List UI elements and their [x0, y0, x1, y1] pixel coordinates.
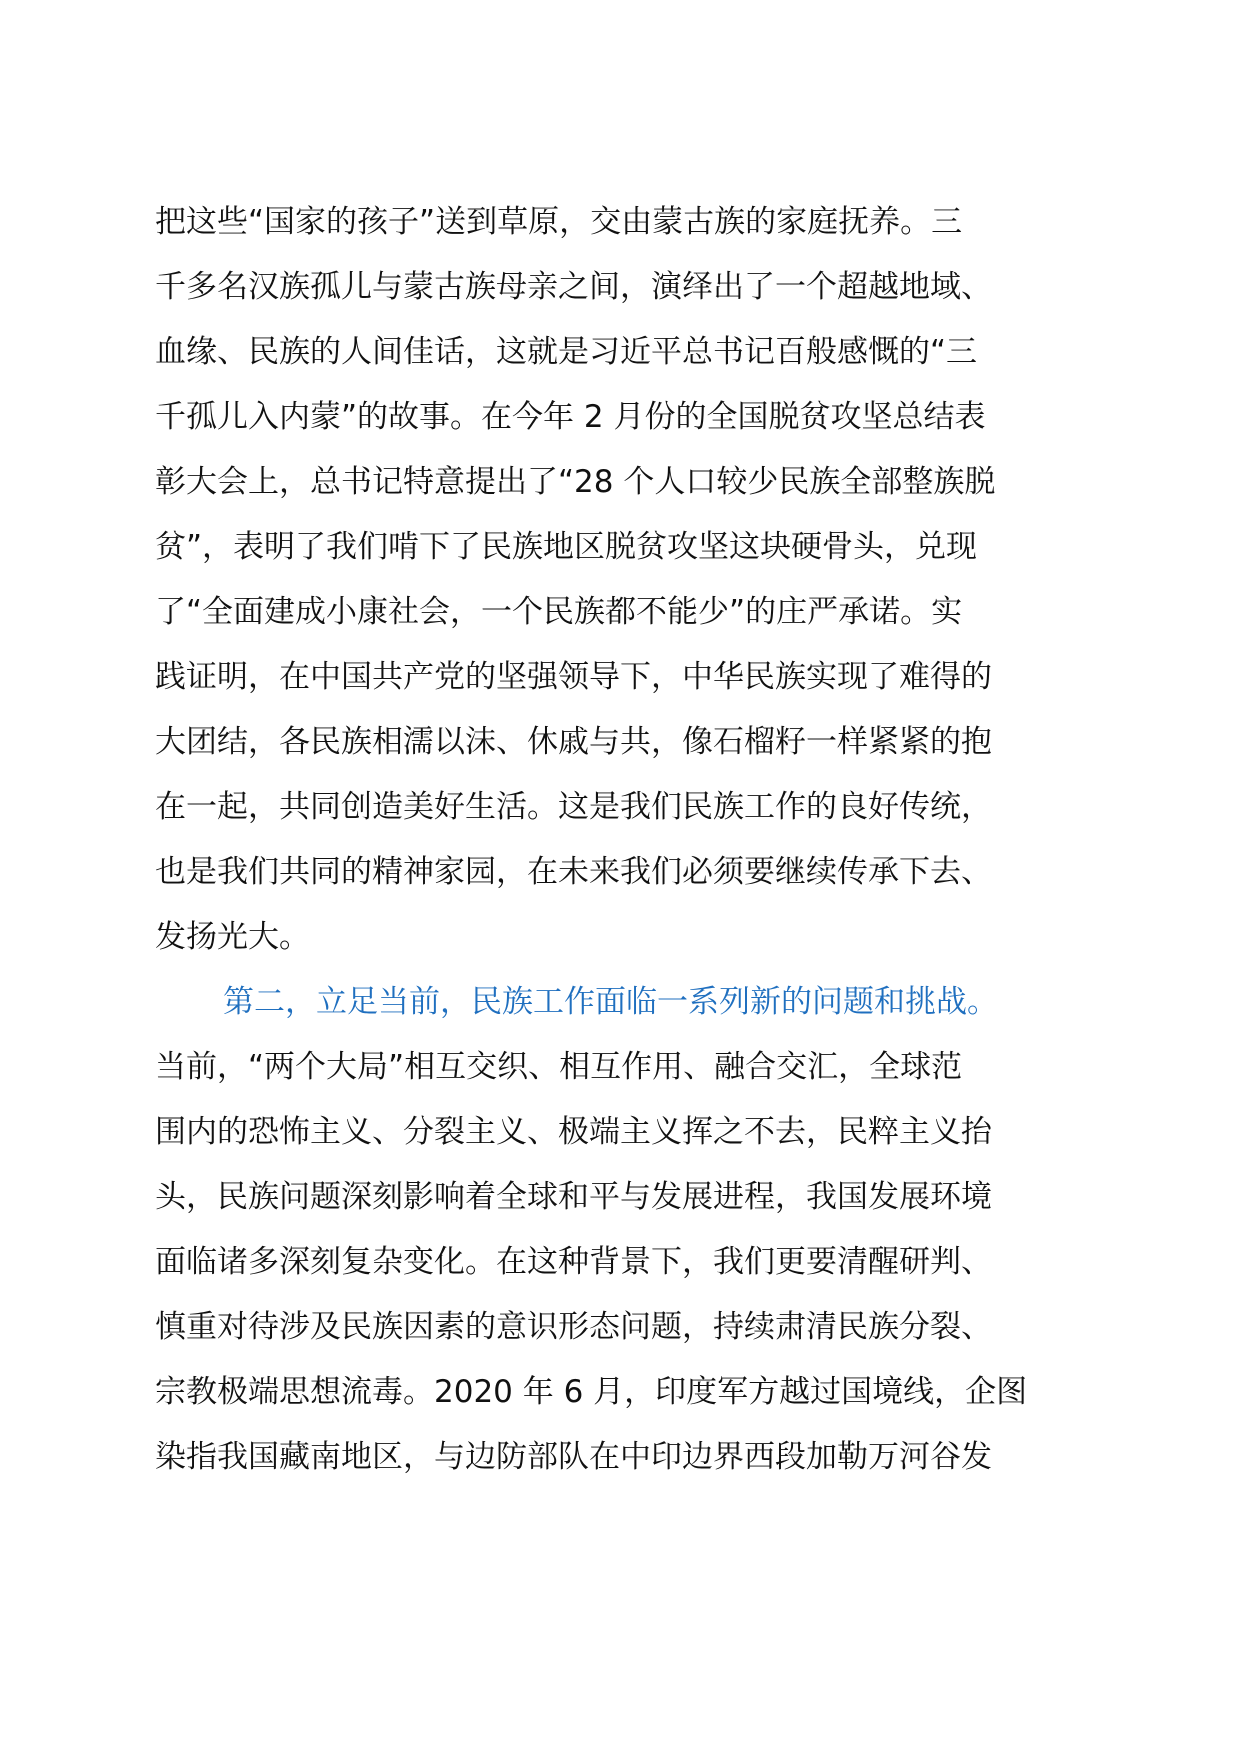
text-line: 染指我国藏南地区，与边防部队在中印边界西段加勒万河谷发	[155, 1439, 992, 1475]
section-heading: 第二，立足当前，民族工作面临一系列新的问题和挑战。	[223, 984, 998, 1020]
text-line: 千多名汉族孤儿与蒙古族母亲之间，演绎出了一个超越地域、	[155, 269, 992, 305]
text-line: 也是我们共同的精神家园，在未来我们必须要继续传承下去、	[155, 854, 992, 890]
document-text	[155, 190, 1101, 1490]
text-line: 千孤儿入内蒙”的故事。在今年 2 月份的全国脱贫攻坚总结表	[155, 399, 986, 435]
text-line: 了“全面建成小康社会，一个民族都不能少”的庄严承诺。实	[155, 594, 963, 630]
text-line: 面临诸多深刻复杂变化。在这种背景下，我们更要清醒研判、	[155, 1244, 992, 1280]
text-line: 围内的恐怖主义、分裂主义、极端主义挥之不去，民粹主义抬	[155, 1114, 992, 1150]
text-line: 在一起，共同创造美好生活。这是我们民族工作的良好传统，	[155, 789, 992, 825]
text-line: 彰大会上，总书记特意提出了“28 个人口较少民族全部整族脱	[155, 464, 996, 500]
text-line: 把这些“国家的孩子”送到草原，交由蒙古族的家庭抚养。三	[155, 204, 963, 240]
text-line: 践证明，在中国共产党的坚强领导下，中华民族实现了难得的	[155, 659, 992, 695]
text-line: 慎重对待涉及民族因素的意识形态问题，持续肃清民族分裂、	[155, 1309, 992, 1345]
text-line: 头，民族问题深刻影响着全球和平与发展进程，我国发展环境	[155, 1179, 992, 1215]
text-line: 血缘、民族的人间佳话，这就是习近平总书记百般感慨的“三	[155, 334, 978, 370]
text-line: 贫”，表明了我们啃下了民族地区脱贫攻坚这块硬骨头，兑现	[155, 529, 978, 565]
text-line: 当前，“两个大局”相互交织、相互作用、融合交汇，全球范	[155, 1049, 963, 1085]
text-line: 发扬光大。	[155, 919, 310, 955]
text-line: 宗教极端思想流毒。2020 年 6 月，印度军方越过国境线，企图	[155, 1374, 1028, 1410]
text-line: 大团结，各民族相濡以沫、休戚与共，像石榴籽一样紧紧的抱	[155, 724, 992, 760]
